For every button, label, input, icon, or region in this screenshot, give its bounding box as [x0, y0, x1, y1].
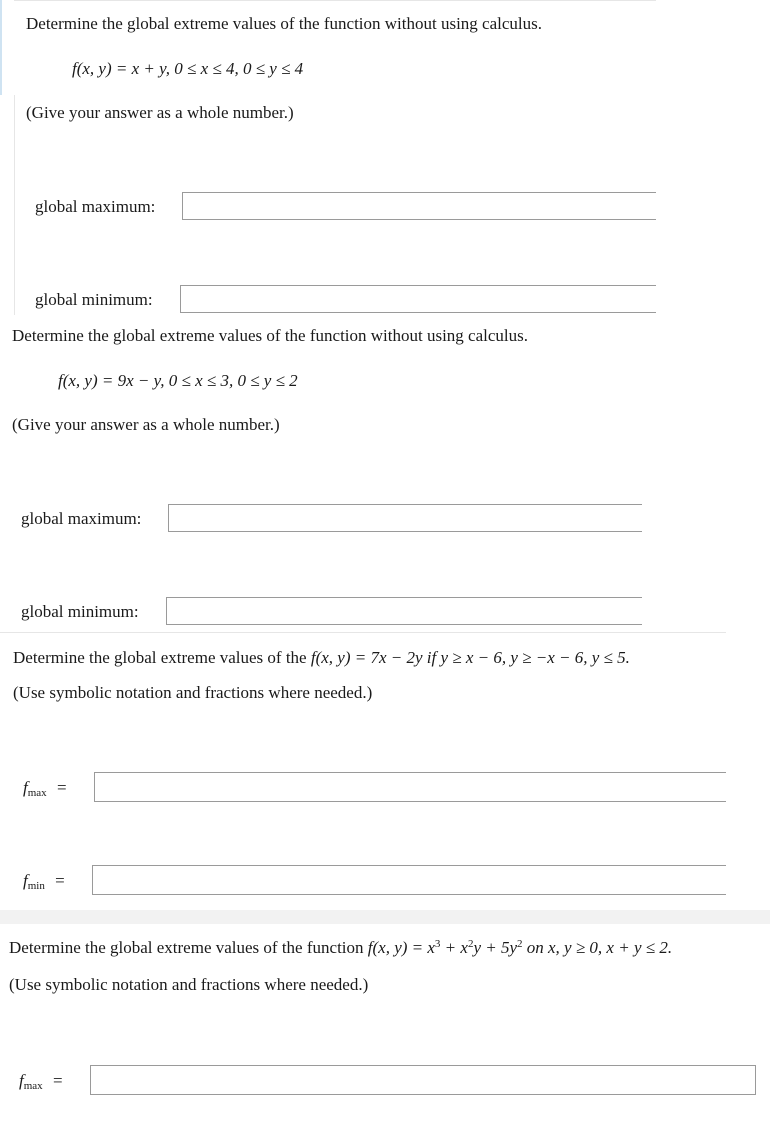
fmax-subscript: max	[27, 787, 47, 799]
prompt-text: Determine the global extreme values of the function	[9, 938, 364, 957]
panel-divider	[14, 0, 656, 1]
fmax-label	[23, 778, 67, 799]
section-separator	[0, 910, 770, 924]
fmax-input[interactable]	[90, 1065, 756, 1095]
question-prompt: Determine the global extreme values of the function without using calculus.	[12, 326, 528, 345]
function-part: y + 5y	[473, 938, 518, 957]
exponent: 2	[517, 938, 523, 950]
global-minimum-label: global minimum:	[21, 602, 139, 621]
panel-border	[14, 95, 15, 315]
exponent: 2	[467, 938, 474, 950]
fmin-input[interactable]	[92, 865, 726, 895]
global-maximum-label: global maximum:	[21, 509, 142, 528]
global-maximum-input[interactable]	[182, 192, 656, 220]
fmin-symbol: f	[23, 871, 28, 890]
fmax-subscript: max	[23, 1080, 43, 1092]
answer-instruction: (Give your answer as a whole number.)	[12, 415, 280, 434]
panel-divider	[0, 632, 726, 633]
fmin-label	[23, 871, 65, 892]
fmax-symbol: f	[23, 778, 28, 797]
equals-sign: =	[52, 1071, 63, 1090]
global-minimum-label: global minimum:	[35, 290, 153, 309]
function-definition: f(x, y) = 7x − 2y if y ≥ x − 6, y ≥ −x − 6, y ≤ 5.	[310, 648, 630, 667]
global-maximum-label: global maximum:	[35, 197, 156, 216]
panel-accent	[0, 0, 2, 95]
function-part: on x, y ≥ 0, x + y ≤ 2.	[522, 938, 673, 957]
prompt-text: Determine the global extreme values of the	[13, 648, 307, 667]
exponent: 3	[434, 938, 441, 950]
global-maximum-input[interactable]	[168, 504, 642, 532]
fmax-label	[19, 1071, 63, 1092]
equals-sign: =	[55, 871, 65, 890]
answer-instruction: (Give your answer as a whole number.)	[26, 103, 294, 122]
fmin-subscript: min	[27, 880, 45, 892]
question-prompt: Determine the global extreme values of the function without using calculus.	[26, 14, 542, 33]
global-minimum-input[interactable]	[166, 597, 642, 625]
answer-instruction: (Use symbolic notation and fractions where needed.)	[13, 683, 373, 702]
fmax-input[interactable]	[94, 772, 726, 802]
global-minimum-input[interactable]	[180, 285, 656, 313]
fmax-symbol: f	[19, 1071, 24, 1090]
function-part: f(x, y) = x	[367, 938, 435, 957]
question-prompt	[13, 648, 630, 668]
function-definition	[368, 938, 672, 957]
answer-instruction: (Use symbolic notation and fractions where needed.)	[9, 975, 369, 994]
function-definition: f(x, y) = x + y, 0 ≤ x ≤ 4, 0 ≤ y ≤ 4	[72, 59, 304, 78]
function-part: + x	[440, 938, 468, 957]
function-definition: f(x, y) = 9x − y, 0 ≤ x ≤ 3, 0 ≤ y ≤ 2	[58, 371, 298, 390]
question-prompt	[9, 938, 672, 958]
equals-sign: =	[56, 778, 67, 797]
